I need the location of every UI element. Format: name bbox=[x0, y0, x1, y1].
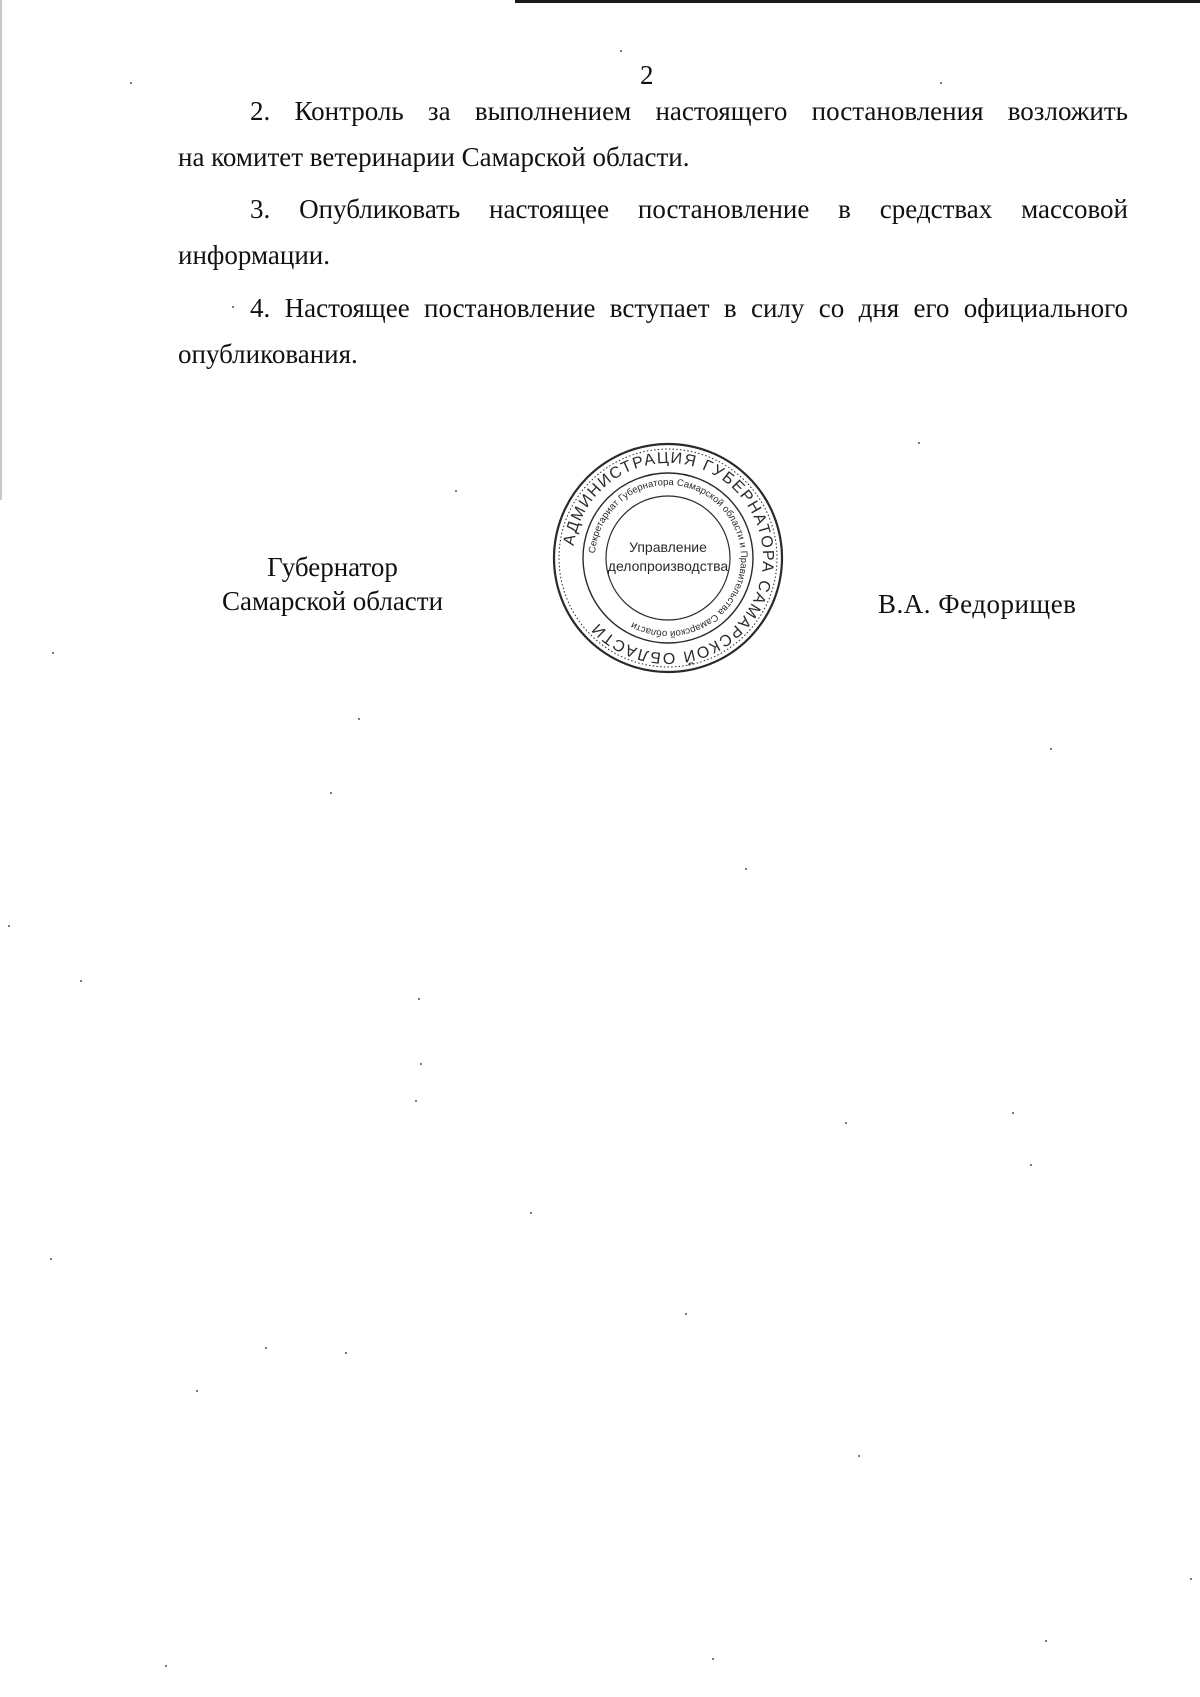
top-border-line bbox=[515, 0, 1200, 3]
paragraph-item-3 bbox=[178, 186, 1128, 278]
seal-inner-text: Секретариат Губернатора Самарской области и Правительства Самарской области bbox=[587, 476, 750, 640]
scan-edge bbox=[0, 0, 2, 500]
official-seal-stamp bbox=[548, 438, 788, 678]
paragraph-continuation: информации. bbox=[178, 240, 330, 270]
seal-center-line2: делопроизводства bbox=[607, 558, 729, 574]
paragraph-first-line: 2. Контроль за выполнением настоящего постановления возложить bbox=[250, 96, 1128, 126]
seal-outer-text: АДМИНИСТРАЦИЯ ГУБЕРНАТОРА САМАРСКОЙ ОБЛАСТИ bbox=[560, 449, 777, 667]
paragraph-continuation: на комитет ветеринарии Самарской области. bbox=[178, 142, 690, 172]
signer-title-line2: Самарской области bbox=[221, 586, 444, 616]
signer-title-line1: Губернатор bbox=[267, 552, 398, 582]
paragraph-item-2 bbox=[178, 88, 1128, 180]
page-number: 2 bbox=[640, 60, 654, 90]
paragraph-first-line: 3. Опубликовать настоящее постановление в средствах массовой bbox=[250, 194, 1128, 224]
signer-name: В.А. Федорищев bbox=[878, 589, 1077, 619]
signer-title bbox=[190, 550, 475, 618]
seal-center-line1: Управление bbox=[629, 539, 707, 555]
paragraph-first-line: 4. Настоящее постановление вступает в силу со дня его официального bbox=[250, 293, 1128, 323]
paragraph-item-4 bbox=[178, 285, 1128, 377]
paragraph-continuation: опубликования. bbox=[178, 339, 358, 369]
